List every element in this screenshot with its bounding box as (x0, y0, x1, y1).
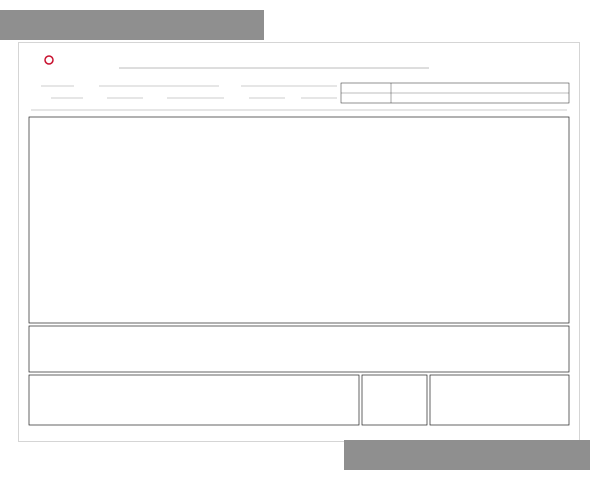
catchers-table (362, 375, 427, 425)
score-logo (45, 56, 53, 64)
linescore-box (341, 83, 569, 103)
logo-ball-icon (45, 56, 53, 64)
pitchers-table (29, 375, 359, 425)
summary-section (29, 326, 569, 372)
main-score-table (29, 117, 569, 323)
score-sheet-paper (18, 42, 580, 442)
website-watermark-bottom (344, 440, 590, 470)
score-sheet-grid (19, 43, 579, 441)
box-score-balance (430, 375, 569, 425)
website-watermark-top (0, 10, 264, 40)
